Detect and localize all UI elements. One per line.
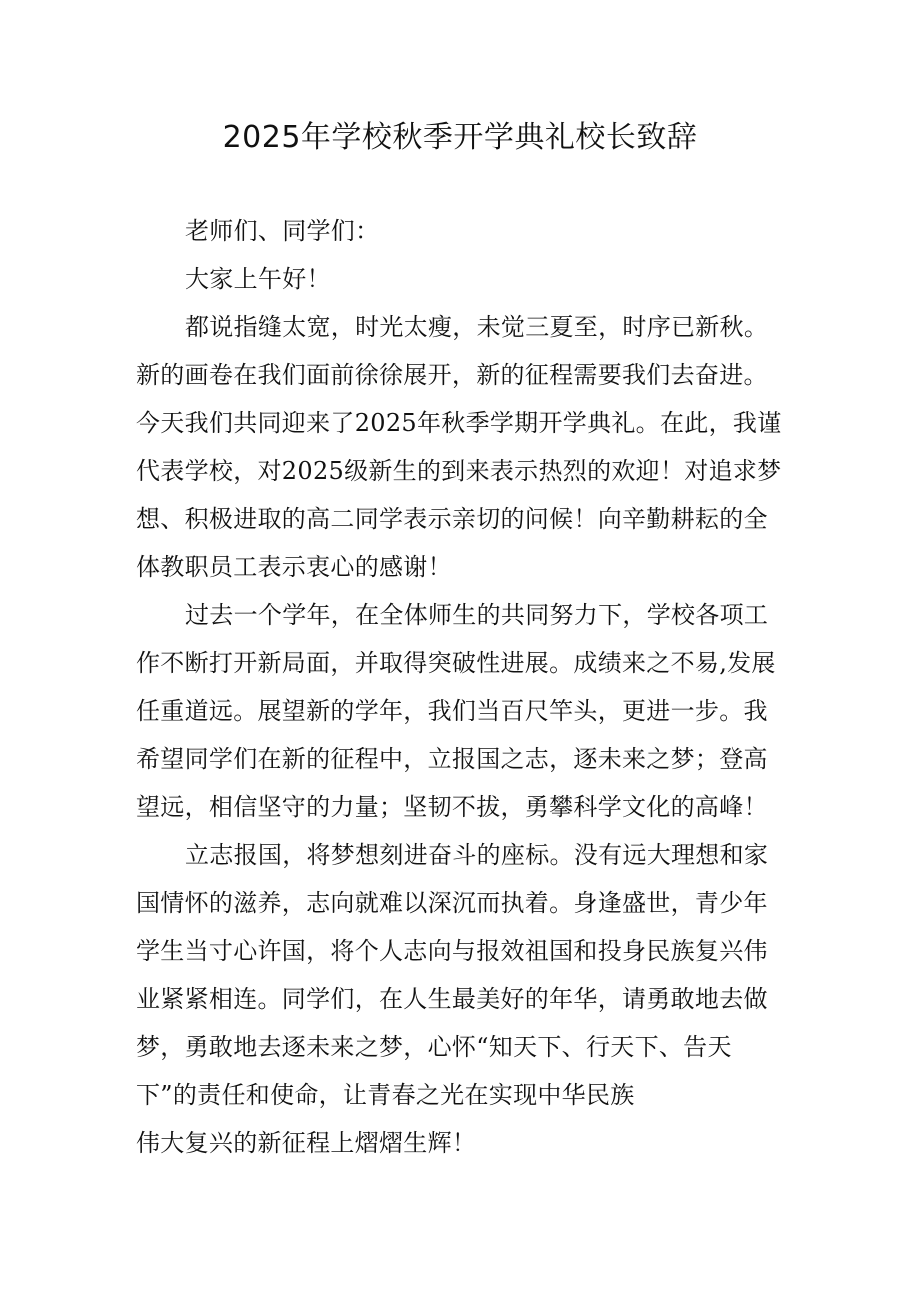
paragraph-2-line-1: 过去一个学年，在全体师生的共同努力下，学校各项工 <box>185 601 769 629</box>
paragraph-3-line-5: 梦，勇敢地去逐未来之梦，心怀“知天下、行天下、告天 <box>136 1033 732 1061</box>
paragraph-2-line-3: 任重道远。展望新的学年，我们当百尺竿头，更进一步。我 <box>136 697 768 725</box>
paragraph-2-line-4: 希望同学们在新的征程中，立报国之志，逐未来之梦；登高 <box>136 745 768 773</box>
document-title: 2025年学校秋季开学典礼校长致辞 <box>222 120 698 155</box>
paragraph-3-line-3: 学生当寸心许国，将个人志向与报效祖国和投身民族复兴伟 <box>136 937 768 965</box>
paragraph-3-line-1: 立志报国，将梦想刻进奋斗的座标。没有远大理想和家 <box>185 841 769 869</box>
paragraph-1-line-3: 今天我们共同迎来了2025年秋季学期开学典礼。在此，我谨 <box>136 409 782 437</box>
paragraph-1-line-5: 想、积极进取的高二同学表示亲切的问候！向辛勤耕耘的全 <box>136 505 768 533</box>
greeting-line: 大家上午好！ <box>185 265 331 293</box>
paragraph-3-line-2: 国情怀的滋养，志向就难以深沉而执着。身逢盛世，青少年 <box>136 889 768 917</box>
paragraph-1-line-2: 新的画卷在我们面前徐徐展开，新的征程需要我们去奋进。 <box>136 361 768 389</box>
paragraph-3-line-4: 业紧紧相连。同学们，在人生最美好的年华，请勇敢地去做 <box>136 985 768 1013</box>
paragraph-1-line-1: 都说指缝太宽，时光太瘦，未觉三夏至，时序已新秋。 <box>185 313 769 341</box>
paragraph-1-line-6: 体教职员工表示衷心的感谢！ <box>136 553 452 581</box>
paragraph-1-line-4: 代表学校，对2025级新生的到来表示热烈的欢迎！对追求梦 <box>136 457 782 485</box>
salutation-line: 老师们、同学们： <box>185 217 380 245</box>
paragraph-2-line-2: 作不断打开新局面，并取得突破性进展。成绩来之不易,发展 <box>136 649 776 677</box>
paragraph-3-line-7: 伟大复兴的新征程上熠熠生辉！ <box>136 1129 477 1157</box>
paragraph-3-line-6: 下”的责任和使命，让青春之光在实现中华民族 <box>136 1081 635 1109</box>
paragraph-2-line-5: 望远，相信坚守的力量；坚韧不拔，勇攀科学文化的高峰！ <box>136 793 768 821</box>
